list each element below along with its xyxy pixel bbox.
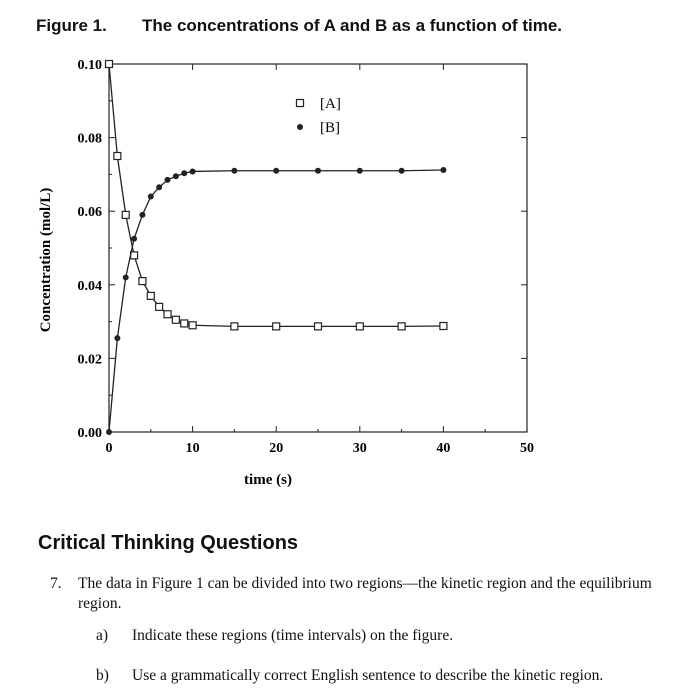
question-7b-marker: b) — [96, 667, 109, 684]
plot-frame — [109, 64, 527, 432]
figure-title: The concentrations of A and B as a function of time. — [142, 16, 562, 35]
data-point-b — [131, 236, 137, 242]
legend-marker-b — [297, 124, 303, 130]
question-7-number: 7. — [50, 575, 62, 592]
data-point-b — [181, 170, 187, 176]
x-tick-label: 30 — [352, 441, 367, 456]
data-point-b — [231, 168, 237, 174]
data-point-b — [399, 168, 405, 174]
question-7a-text: Indicate these regions (time intervals) on the figure. — [132, 627, 454, 644]
data-point-b — [357, 168, 363, 174]
data-point-b — [273, 168, 279, 174]
data-point-a — [172, 316, 179, 323]
data-point-a — [231, 323, 238, 330]
data-point-b — [139, 212, 145, 218]
y-tick-label: 0.02 — [77, 352, 102, 368]
data-point-b — [173, 173, 179, 179]
data-point-a — [164, 311, 171, 318]
data-point-a — [181, 320, 188, 327]
y-axis-label: Concentration (mol/L) — [38, 187, 54, 333]
y-tick-label: 0.04 — [77, 278, 102, 294]
x-tick-label: 0 — [105, 441, 113, 456]
data-point-b — [165, 177, 171, 183]
data-point-a — [139, 278, 146, 285]
data-point-a — [156, 303, 163, 310]
y-tick-label: 0.00 — [77, 426, 102, 441]
x-tick-label: 20 — [269, 441, 284, 456]
data-point-a — [273, 323, 280, 330]
data-point-b — [123, 274, 129, 280]
series-line-b — [109, 170, 443, 432]
question-7-text: The data in Figure 1 can be divided into two regions—the kinetic region and the equilibrium region. — [78, 575, 652, 612]
data-point-a — [147, 292, 154, 299]
data-point-a — [106, 61, 113, 68]
question-7b-text: Use a grammatically correct English sentence to describe the kinetic region. — [132, 667, 604, 684]
data-point-b — [106, 429, 112, 435]
legend-label-b: [B] — [320, 120, 340, 136]
data-point-a — [398, 323, 405, 330]
x-tick-label: 50 — [520, 441, 534, 456]
data-point-a — [114, 153, 121, 160]
legend-label-a: [A] — [320, 96, 341, 112]
data-point-a — [122, 211, 129, 218]
data-point-b — [148, 193, 154, 199]
section-heading: Critical Thinking Questions — [38, 532, 299, 554]
figure-label: Figure 1. — [36, 16, 107, 35]
legend-marker-a — [297, 100, 304, 107]
data-point-a — [440, 323, 447, 330]
y-tick-label: 0.08 — [77, 131, 102, 147]
y-tick-label: 0.10 — [77, 58, 102, 73]
data-point-a — [189, 322, 196, 329]
x-tick-label: 40 — [436, 441, 451, 456]
data-point-b — [190, 168, 196, 174]
y-tick-label: 0.06 — [77, 205, 102, 221]
data-point-b — [440, 167, 446, 173]
data-point-b — [315, 168, 321, 174]
data-point-b — [114, 335, 120, 341]
x-tick-label: 10 — [185, 441, 200, 456]
data-point-b — [156, 184, 162, 190]
question-7a-marker: a) — [96, 627, 109, 644]
data-point-a — [356, 323, 363, 330]
series-line-a — [109, 64, 443, 326]
x-axis-label: time (s) — [244, 472, 292, 488]
data-point-a — [315, 323, 322, 330]
